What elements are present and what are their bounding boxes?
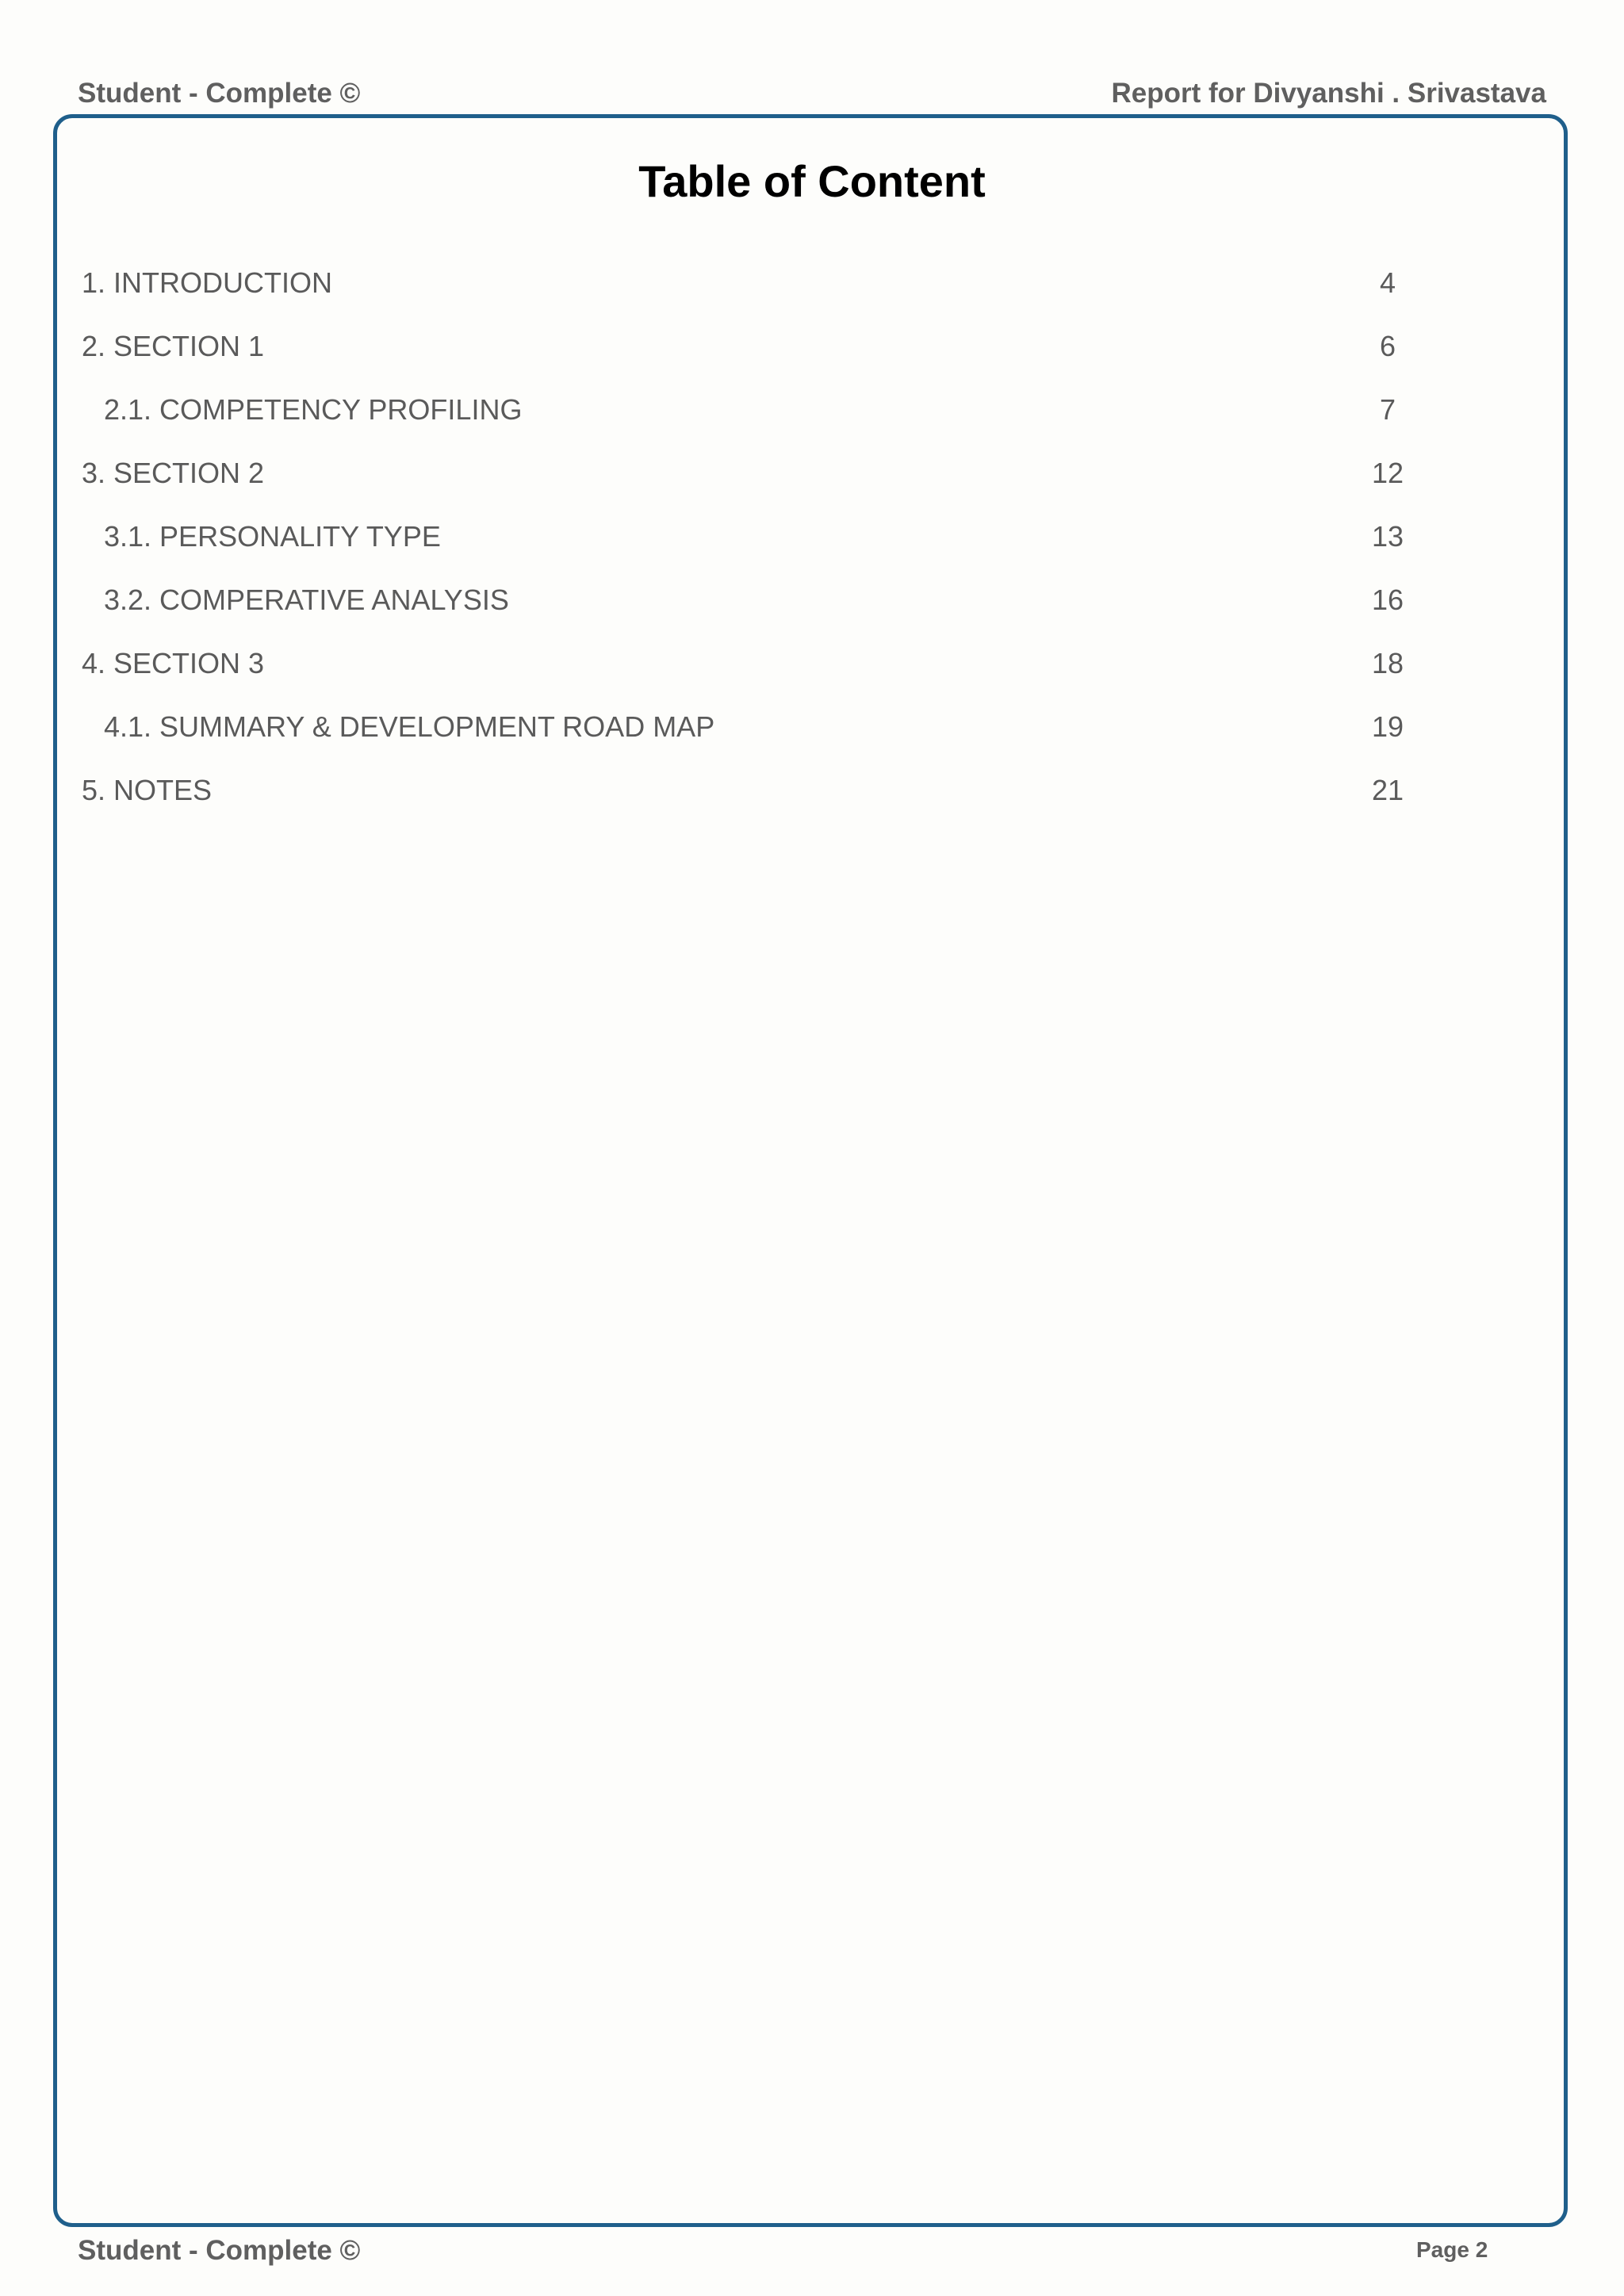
toc-item-personality-type[interactable] — [0, 520, 1624, 568]
toc-item-label: 3.1. PERSONALITY TYPE — [104, 520, 441, 553]
toc-item-comperative-analysis[interactable] — [0, 584, 1624, 631]
toc-item-label: 2.1. COMPETENCY PROFILING — [104, 393, 523, 426]
toc-item-competency-profiling[interactable] — [0, 393, 1624, 441]
toc-item-label: 2. SECTION 1 — [82, 330, 265, 362]
toc-item-label: 3. SECTION 2 — [82, 457, 265, 489]
toc-item-page-number: 13 — [1371, 520, 1404, 553]
toc-item-section-2[interactable] — [0, 457, 1624, 504]
toc-item-section-1[interactable] — [0, 330, 1624, 377]
toc-item-page-number: 21 — [1371, 774, 1404, 806]
header-product-name: Student - Complete © — [78, 78, 361, 109]
toc-item-notes[interactable] — [0, 774, 1624, 821]
page-title: Table of Content — [638, 156, 986, 206]
toc-item-page-number: 18 — [1371, 647, 1404, 679]
toc-item-summary-development-road-map[interactable] — [0, 710, 1624, 758]
toc-item-label: 3.2. COMPERATIVE ANALYSIS — [104, 584, 509, 616]
toc-item-page-number: 7 — [1379, 393, 1396, 426]
toc-item-label: 4. SECTION 3 — [82, 647, 265, 679]
toc-item-label: 4.1. SUMMARY & DEVELOPMENT ROAD MAP — [104, 710, 715, 743]
toc-item-label: 5. NOTES — [82, 774, 213, 806]
toc-item-introduction[interactable] — [0, 266, 1624, 314]
toc-item-section-3[interactable] — [0, 647, 1624, 695]
toc-item-page-number: 12 — [1371, 457, 1404, 489]
header-report-owner: Report for Divyanshi . Srivastava — [1111, 78, 1546, 109]
toc-item-page-number: 19 — [1371, 710, 1404, 743]
toc-item-label: 1. INTRODUCTION — [82, 266, 333, 299]
toc-item-page-number: 6 — [1379, 330, 1396, 362]
toc-item-page-number: 16 — [1371, 584, 1404, 616]
footer-product-name: Student - Complete © — [78, 2235, 361, 2266]
page-number: Page 2 — [1416, 2237, 1488, 2262]
toc-item-page-number: 4 — [1379, 266, 1396, 299]
